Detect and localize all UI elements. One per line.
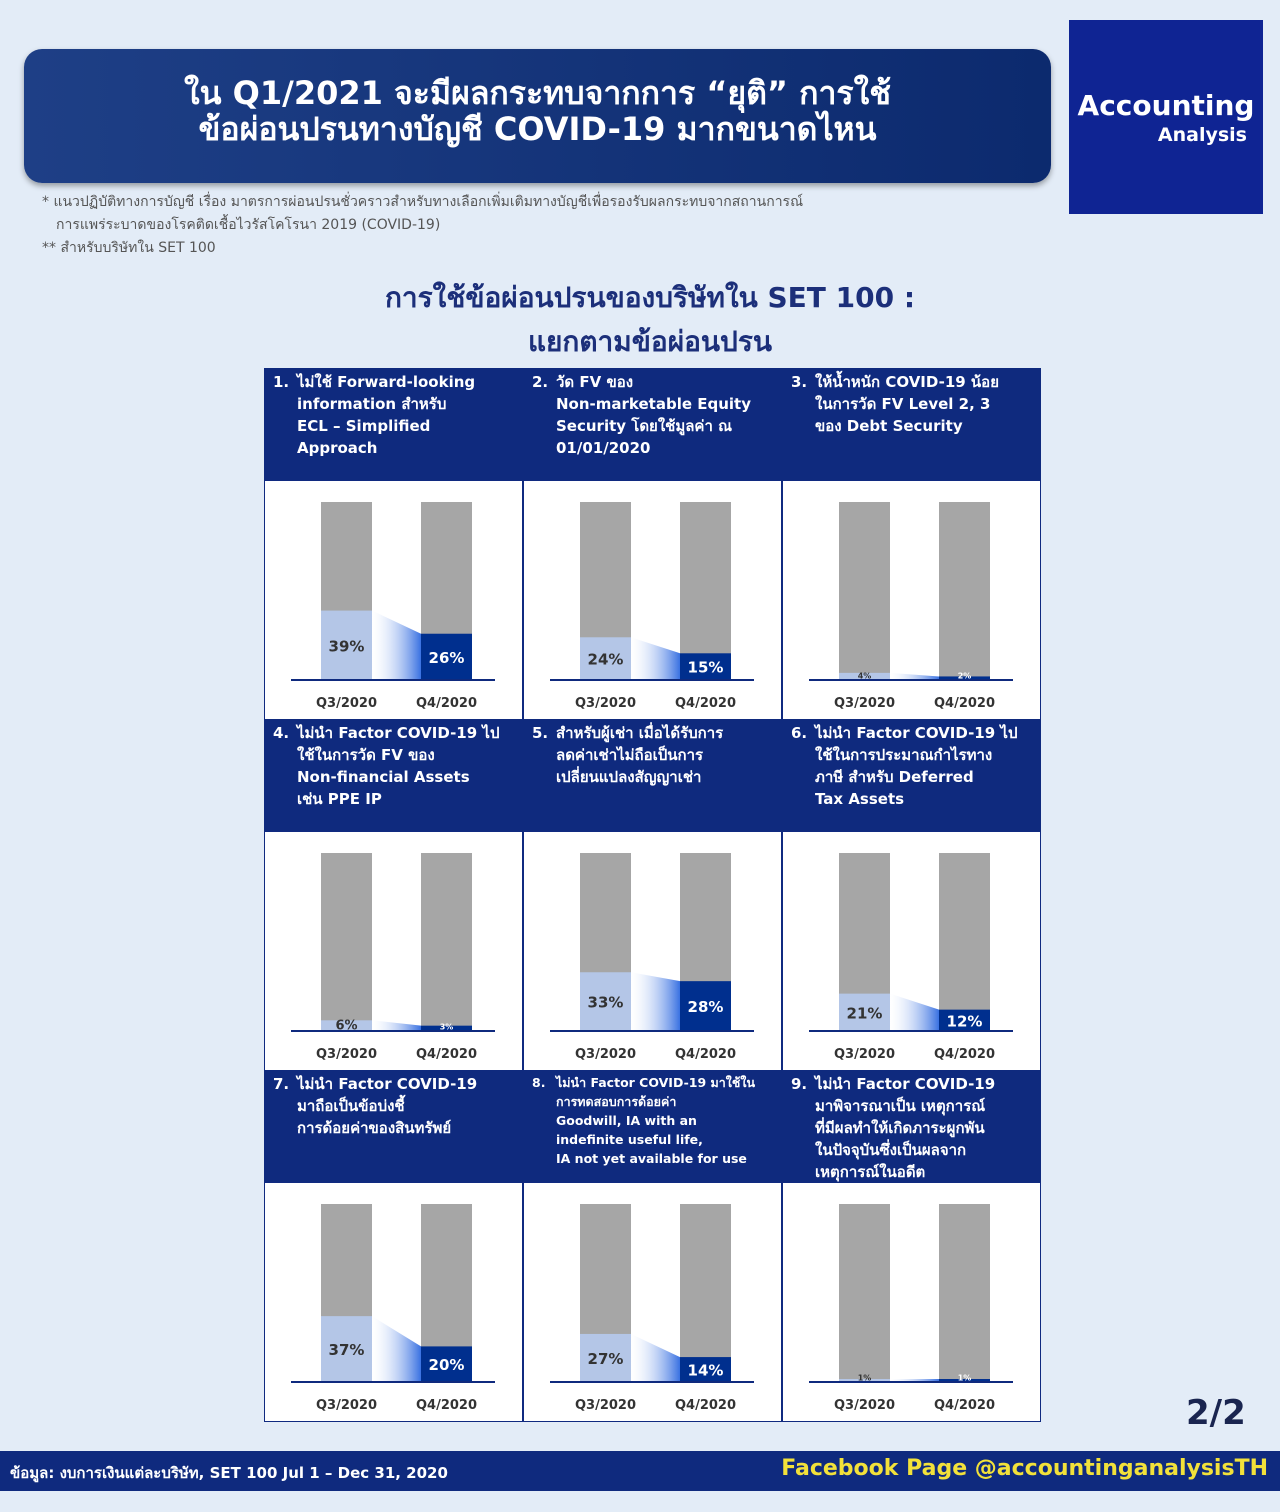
data-label: 28% bbox=[687, 998, 724, 1017]
chart-title: ไม่นำ Factor COVID-19 มาใช้ใน การทดสอบการด้อยค่า Goodwill, IA with an indefinite useful life, IA not yet available for use bbox=[556, 1075, 755, 1166]
chart-title: ไม่ใช้ Forward-looking information สำหรับ ECL – Simplified Approach bbox=[297, 373, 476, 457]
data-label: 14% bbox=[687, 1361, 724, 1380]
category-label: Q4/2020 bbox=[933, 1047, 996, 1062]
chart-panel-3 bbox=[782, 368, 1041, 718]
footnote-2: ** สำหรับบริษัทใน SET 100 bbox=[42, 240, 216, 256]
category-label: Q4/2020 bbox=[674, 1047, 737, 1062]
category-label: Q3/2020 bbox=[315, 1047, 378, 1062]
data-label: 4% bbox=[857, 671, 872, 681]
total-bar-Q4-2020 bbox=[680, 502, 731, 680]
bar-chart-svg bbox=[524, 832, 781, 1068]
chart-number: 7. bbox=[273, 1075, 290, 1093]
data-label: 27% bbox=[587, 1349, 624, 1368]
category-label: Q4/2020 bbox=[415, 1398, 478, 1413]
data-label: 39% bbox=[328, 637, 365, 656]
chart-number: 8. bbox=[532, 1075, 546, 1090]
bar-chart-svg bbox=[783, 481, 1040, 717]
chart-number: 9. bbox=[791, 1075, 808, 1093]
data-label: 20% bbox=[428, 1356, 465, 1375]
total-bar-Q4-2020 bbox=[421, 853, 472, 1031]
change-connector bbox=[631, 1334, 680, 1382]
chart-title: ไม่นำ Factor COVID-19 มาถือเป็นข้อบ่งชี้ การด้อยค่าของสินทรัพย์ bbox=[297, 1075, 478, 1137]
chart-body bbox=[264, 1182, 523, 1422]
facebook-page-link[interactable]: Facebook Page @accountinganalysisTH bbox=[781, 1456, 1268, 1481]
data-label: 15% bbox=[687, 658, 724, 677]
chart-title: ให้น้ำหนัก COVID-19 น้อย ในการวัด FV Level 2, 3 ของ Debt Security bbox=[815, 373, 999, 435]
bar-chart-svg bbox=[265, 481, 522, 717]
chart-body bbox=[523, 831, 782, 1071]
title-banner bbox=[24, 49, 1051, 183]
category-label: Q3/2020 bbox=[833, 696, 896, 711]
chart-number: 6. bbox=[791, 724, 808, 742]
category-label: Q3/2020 bbox=[833, 1047, 896, 1062]
total-bar-Q3-2020 bbox=[839, 502, 890, 680]
chart-header bbox=[264, 368, 523, 480]
chart-panel-8 bbox=[523, 1070, 782, 1420]
chart-body bbox=[523, 1182, 782, 1422]
category-label: Q3/2020 bbox=[574, 1398, 637, 1413]
total-bar-Q3-2020 bbox=[321, 853, 372, 1031]
data-label: 1% bbox=[857, 1373, 872, 1383]
data-label: 2% bbox=[957, 671, 972, 681]
chart-grid bbox=[264, 368, 1042, 1420]
total-bar-Q3-2020 bbox=[839, 1204, 890, 1382]
data-label: 33% bbox=[587, 993, 624, 1012]
footnote-1-line2: การแพร่ระบาดของโรคติดเชื้อไวรัสโคโรนา 2019 (COVID-19) bbox=[56, 217, 441, 233]
category-label: Q3/2020 bbox=[574, 1047, 637, 1062]
chart-body bbox=[782, 1182, 1041, 1422]
change-connector bbox=[631, 637, 680, 680]
category-label: Q4/2020 bbox=[933, 1398, 996, 1413]
page-number: 2/2 bbox=[1186, 1393, 1246, 1433]
chart-number: 4. bbox=[273, 724, 290, 742]
chart-body bbox=[264, 480, 523, 720]
accounting-analysis-logo bbox=[1069, 20, 1263, 214]
change-connector bbox=[372, 611, 421, 680]
category-label: Q4/2020 bbox=[674, 696, 737, 711]
chart-title: วัด FV ของ Non-marketable Equity Security โดยใช้มูลค่า ณ 01/01/2020 bbox=[556, 373, 751, 457]
chart-number: 1. bbox=[273, 373, 290, 391]
total-bar-Q4-2020 bbox=[680, 1204, 731, 1382]
bar-chart-svg bbox=[265, 1183, 522, 1419]
change-connector bbox=[631, 972, 680, 1031]
data-label: 24% bbox=[587, 650, 624, 669]
chart-title: ไม่นำ Factor COVID-19 ไป ใช้ในการวัด FV ของ Non-financial Assets เช่น PPE IP bbox=[297, 724, 500, 808]
logo-sub-text: Analysis bbox=[1157, 124, 1247, 146]
section-title-line1: การใช้ข้อผ่อนปรนของบริษัทใน SET 100 : bbox=[384, 281, 916, 314]
chart-header bbox=[523, 719, 782, 831]
chart-panel-6 bbox=[782, 719, 1041, 1069]
category-label: Q4/2020 bbox=[415, 696, 478, 711]
bar-chart-svg bbox=[265, 832, 522, 1068]
section-title-line2: แยกตามข้อผ่อนปรน bbox=[527, 325, 773, 358]
data-label: 6% bbox=[335, 1018, 358, 1034]
chart-title: ไม่นำ Factor COVID-19 ไป ใช้ในการประมาณกำไรทาง ภาษี สำหรับ Deferred Tax Assets bbox=[815, 724, 1018, 808]
change-connector bbox=[890, 994, 939, 1031]
data-label: 26% bbox=[428, 648, 465, 667]
chart-title: สำหรับผู้เช่า เมื่อได้รับการ ลดค่าเช่าไม่ถือเป็นการ เปลี่ยนแปลงสัญญาเช่า bbox=[556, 724, 724, 786]
category-label: Q3/2020 bbox=[574, 696, 637, 711]
data-label: 3% bbox=[439, 1022, 454, 1032]
chart-body bbox=[782, 480, 1041, 720]
bar-chart-svg bbox=[783, 832, 1040, 1068]
category-label: Q4/2020 bbox=[674, 1398, 737, 1413]
chart-panel-1 bbox=[264, 368, 523, 718]
total-bar-Q4-2020 bbox=[939, 1204, 990, 1382]
chart-panel-9 bbox=[782, 1070, 1041, 1420]
category-label: Q4/2020 bbox=[933, 696, 996, 711]
chart-header bbox=[264, 1070, 523, 1182]
chart-panel-2 bbox=[523, 368, 782, 718]
total-bar-Q4-2020 bbox=[939, 502, 990, 680]
data-label: 21% bbox=[846, 1004, 883, 1023]
chart-title: ไม่นำ Factor COVID-19 มาพิจารณาเป็น เหตุการณ์ ที่มีผลทำให้เกิดภาระผูกพัน ในปัจจุบันซึ่งเป็นผลจาก เหตุการณ์ในอดีต bbox=[815, 1075, 996, 1181]
total-bar-Q4-2020 bbox=[939, 853, 990, 1031]
chart-body bbox=[523, 480, 782, 720]
category-label: Q3/2020 bbox=[315, 1398, 378, 1413]
chart-panel-5 bbox=[523, 719, 782, 1069]
page-title-line1: ใน Q1/2021 จะมีผลกระทบจากการ “ยุติ” การใช้ bbox=[184, 74, 891, 112]
page-title-line2: ข้อผ่อนปรนทางบัญชี COVID-19 มากขนาดไหน bbox=[198, 110, 877, 148]
footer-source: ข้อมูล: งบการเงินแต่ละบริษัท, SET 100 Jul 1 – Dec 31, 2020 bbox=[10, 1464, 448, 1482]
chart-body bbox=[782, 831, 1041, 1071]
chart-panel-4 bbox=[264, 719, 523, 1069]
data-label: 37% bbox=[328, 1341, 365, 1360]
change-connector bbox=[890, 673, 939, 680]
bar-chart-svg bbox=[524, 481, 781, 717]
chart-header bbox=[523, 368, 782, 480]
bar-chart-svg bbox=[783, 1183, 1040, 1419]
data-label: 1% bbox=[957, 1373, 972, 1383]
bar-chart-svg bbox=[524, 1183, 781, 1419]
category-label: Q3/2020 bbox=[833, 1398, 896, 1413]
chart-body bbox=[264, 831, 523, 1071]
category-label: Q4/2020 bbox=[415, 1047, 478, 1062]
footnote-1-line1: * แนวปฏิบัติทางการบัญชี เรื่อง มาตรการผ่อนปรนชั่วคราวสำหรับทางเลือกเพิ่มเติมทางบัญชีเพื่อรองรับผลกระทบจากสถานการณ์ bbox=[42, 194, 804, 210]
category-label: Q3/2020 bbox=[315, 696, 378, 711]
chart-panel-7 bbox=[264, 1070, 523, 1420]
chart-number: 5. bbox=[532, 724, 549, 742]
change-connector bbox=[372, 1316, 421, 1382]
chart-number: 2. bbox=[532, 373, 549, 391]
data-label: 12% bbox=[946, 1012, 983, 1031]
chart-header bbox=[264, 719, 523, 831]
footer-bar bbox=[0, 1451, 1280, 1491]
chart-header bbox=[782, 368, 1041, 480]
chart-header bbox=[523, 1070, 782, 1182]
chart-header bbox=[782, 719, 1041, 831]
change-connector bbox=[372, 1020, 421, 1031]
chart-header bbox=[782, 1070, 1041, 1182]
logo-main-text: Accounting bbox=[1077, 89, 1255, 122]
chart-number: 3. bbox=[791, 373, 808, 391]
